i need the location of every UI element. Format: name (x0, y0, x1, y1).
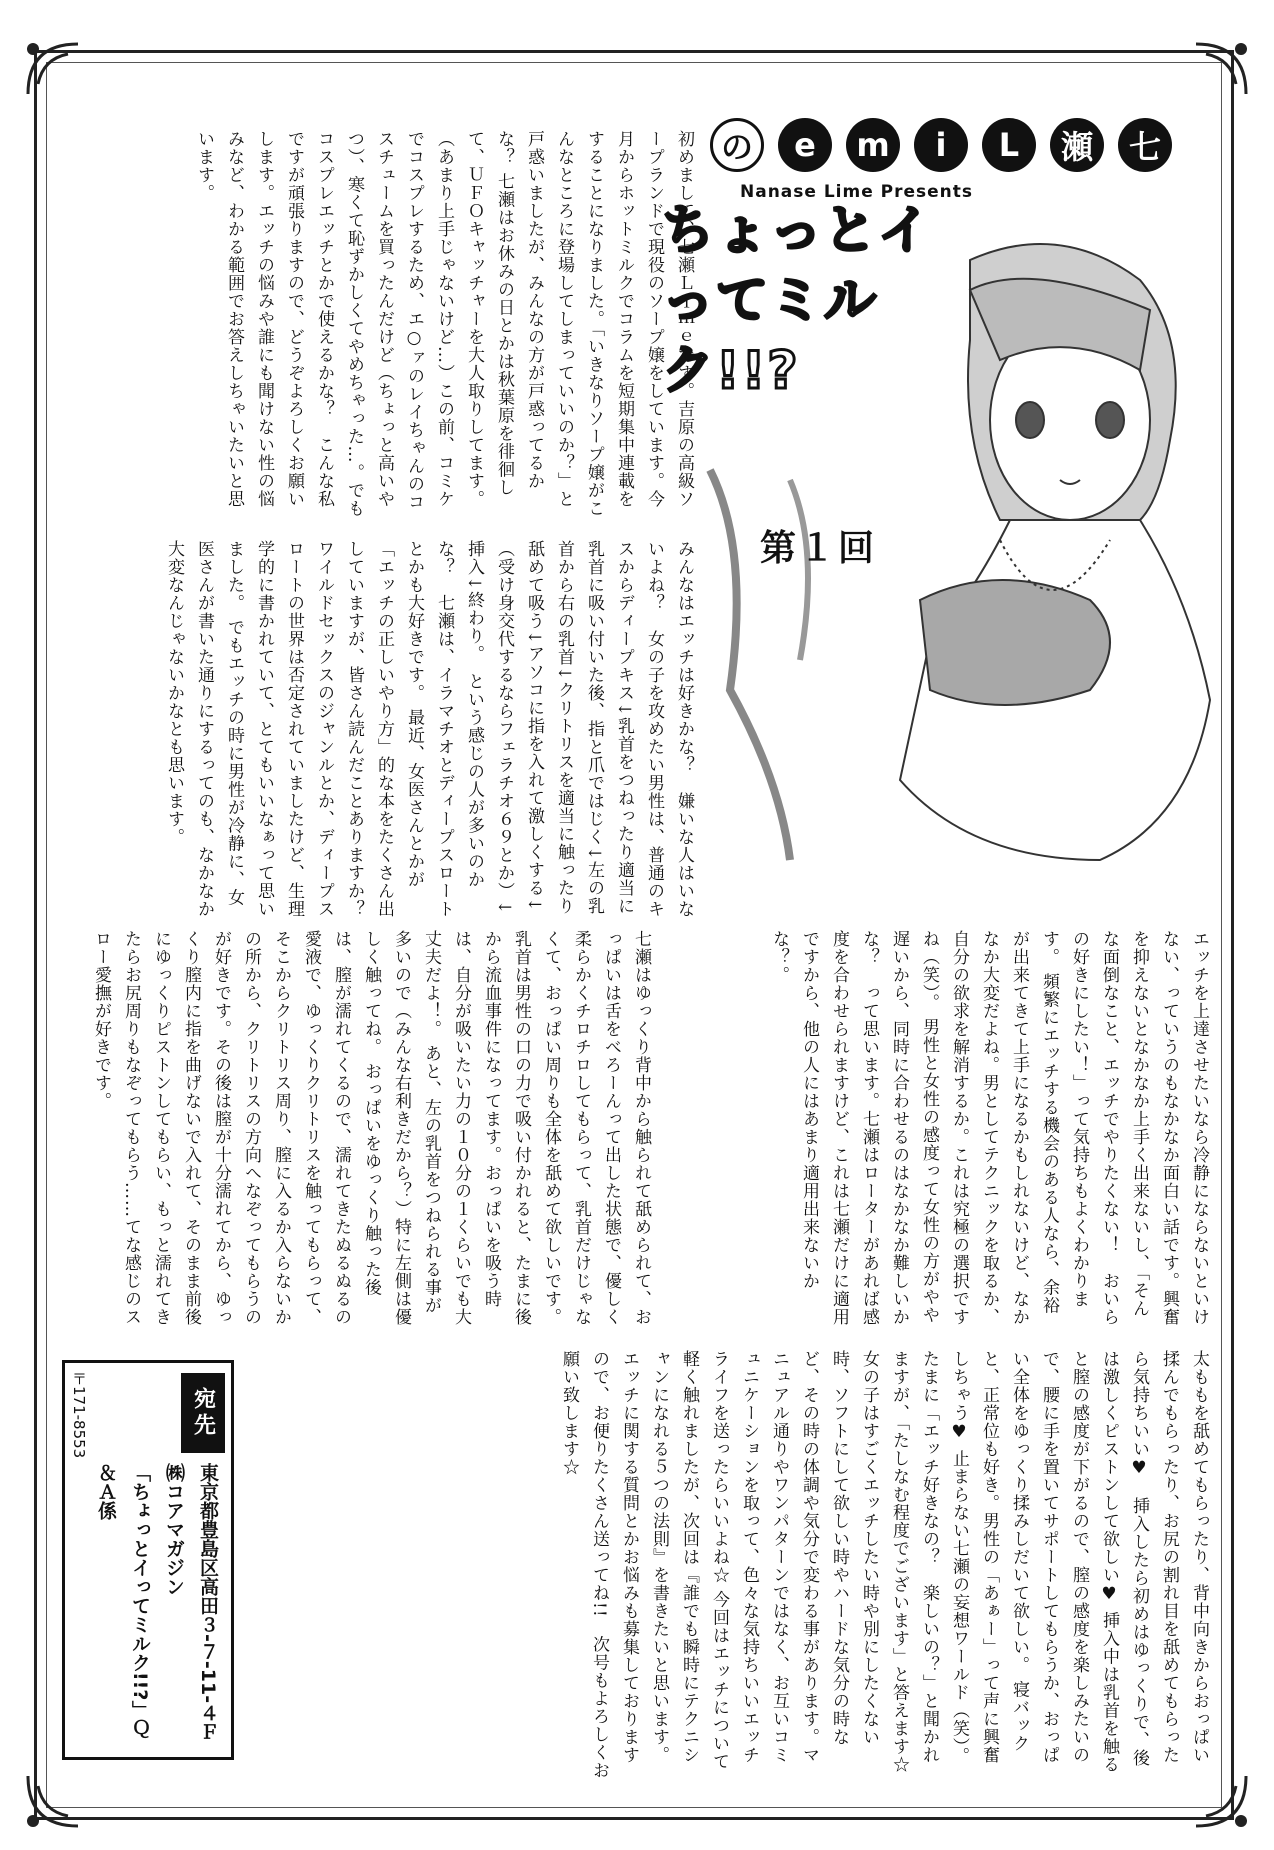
paragraph: 最近、女医さんとかが「エッチの正しいやり方」的な本をたくさん出していますが、皆さん読んだことありますか？ ワイルドセックスのジャンルとか、ディープスロートの世界は否定されていましたけど、生理学的に書かれていて、とてもいいなぁって思いました。 (224, 540, 424, 936)
paragraph: 七瀬はゆっくり背中から触られて舐められて、おっぱいは舌をべろーんって出した状態で、優しく柔らかくチロチロしてもらって、乳首だけじゃなくて、おっぱい周りも全体を舐めて欲しいです。乳首は男性の口の力で吸い付かれると、たまに後から流血事件になってます。おっぱいを吸う時は、自分が吸いたい力の１０分の１くらいでも大丈夫だよ！。 (421, 930, 651, 1326)
series-char: 瀬 (1050, 118, 1104, 172)
paragraph: 太ももを舐めてもらったり、背中向きからおっぱい揉んでもらったり、お尻の割れ目を舐めてもらったら気持ちいい♥ 挿入したら初めはゆっくりで、後は激しくピストンして欲しい♥ (1099, 1350, 1209, 1767)
presents-label: Nanase Lime Presents (740, 182, 974, 202)
address-box (62, 1360, 234, 1760)
series-char: の (710, 118, 764, 172)
paragraph: 止まらない七瀬の妄想ワールド（笑）。たまに「エッチ好きなの？ 楽しいの？」と聞かれますが、「たしなむ程度でございます」と答えます☆ (889, 1350, 969, 1774)
ornament-top-right (1186, 34, 1256, 104)
address-label: 宛先 (181, 1373, 225, 1453)
paragraph: 女の子はすごくエッチしたい時や別にしたくない時、ソフトにして欲しい時やハードな気分の時など、その時の体調や気分で変わる事があります。マニュアル通りやワンパターンではなく、お互いコミュニケーションを取って、色々な気持ちいいエッチライフを送ったらいいよね☆ (709, 1350, 879, 1764)
paragraph: 挿入中は乳首を触ると膣の感度が下がるので、膣の感度を楽しみたいので、腰に手を置いてサポートしてもらうか、おっぱい全体をゆっくり揉みしだいて欲しい。 (1009, 1350, 1119, 1774)
address-line: ㈱コアマガジン (163, 1463, 185, 1596)
column-5 (254, 1350, 1214, 1780)
ornament-top-left (18, 34, 88, 104)
column-2 (159, 540, 699, 936)
column-3 (659, 930, 1214, 1330)
episode-label: 第１回 (760, 527, 878, 569)
series-char: 七 (1118, 118, 1172, 172)
column-1 (159, 130, 699, 525)
logo-text: ちょっとイってミルク!!? (662, 201, 933, 401)
paragraph: みんなはエッチは好きかな？ 嫌いな人はいないよね？ 女の子を攻めたい男性は、普通のキスからディープキス↓乳首をつねったり適当に乳首に吸い付いた後、指と爪ではじく↓左の乳首から右の乳首↓クリトリスを適当に触ったり舐めて吸う↓アソコに指を入れて激しくする↓（受け身交代するならフェラチオ６９とか）↓挿入↓終わり。 という感じの人が多いのかな？ 七瀬は、イラマチオとディープスロートとかも大好きです。 (404, 540, 694, 918)
address-line: 「ちょっとイってミルク!!?」Ｑ＆Ａ係 (95, 1463, 151, 1739)
ornament-bottom-left (18, 1766, 88, 1836)
column-4 (66, 930, 656, 1330)
series-char: e (778, 118, 832, 172)
paragraph: 今回はエッチについて軽く触れましたが、次回は『誰でも瞬時にテクニシャンになれる５つの法則』を書きたいと思います。エッチに関する質問とかお悩みも募集しておりますので、お便りたくさん送ってね!! 次号もよろしくお願い致します☆ (559, 1350, 729, 1780)
series-char: i (914, 118, 968, 172)
paragraph: エッチを上達させたいなら冷静にならないといけない、っていうのもなかなか面白い話です。興奮を抑えないとなかなか上手く出来ないし、「そんな面倒なこと、エッチでやりたくない！ おいらの好きにしたい！」って気持ちもよくわかります。 (1039, 930, 1209, 1326)
paragraph: 頻繁にエッチする機会のある人なら、余裕が出来てきて上手になるかもしれないけど、なかなか大変だよね。男としてテクニックを取るか、自分の欲求を解消するか。これは究極の選択ですね（笑）。 (919, 930, 1059, 1326)
address-lines (65, 1463, 225, 1753)
series-char: L (982, 118, 1036, 172)
paragraph: 七瀬はお休みの日とかは秋葉原を徘徊して、ＵＦＯキャッチャーを大人取りしてます。（あまり上手じゃないけど…）この前、コミケでコスプレするため、エ○ァのレイちゃんのコスチュームを買ったんだけど（ちょっと高いやつ）、寒くて恥ずかしくてやめちゃった…。でもコスプレエッチとかで使えるかな？ こんな私ですが頑張りますので、どうぞよろしくお願いします。エッチの悩みや誰にも聞けない性の悩みなど、わかる範囲でお答えしちゃいたいと思います。 (194, 130, 514, 518)
paragraph: おっぱいをゆっくり触った後は、膣が濡れてくるので、濡れてきたぬるぬるの愛液で、ゆっくりクリトリスを触ってもらって、そこからクリトリス周り、膣に入るか入らないかの所から、クリトリスの方向へなぞってもらうのが好きです。その後は膣が十分濡れてから、ゆっくり膣内に指を曲げないで入れて、そのまま前後にゆっくりピストンしてもらい、もっと濡れてきたらお尻周りもなぞってもらう……てな感じのスロー愛撫が好きです。 (91, 930, 381, 1326)
paragraph: 男性と女性の感度って女性の方がやや遅いから、同時に合わせるのはなかなか難しいかな？ って思います。七瀬はローターがあれば感度を合わせられますけど、これは七瀬だけに適用ですから、他の人にはあまり適用出来ないかな？。 (769, 930, 939, 1326)
logo-title (662, 196, 1022, 516)
paragraph: でもエッチの時に男性が冷静に、女医さんが書いた通りにするってのも、なかなか大変なんじゃないかなとも思います。 (164, 540, 244, 918)
paragraph: あと、左の乳首をつねられる事が多いので（みんな右利きだから？）特に左側は優しく触ってね。 (361, 930, 441, 1326)
address-zip: 〒171-8553 (70, 1371, 88, 1459)
series-title (672, 118, 1172, 174)
paragraph: 初めまして、七瀬Ｌｉｍｅです。吉原の高級ソープランドで現役のソープ嬢をしています。今月からホットミルクでコラムを短期集中連載をすることになりました。「いきなりソープ嬢がこんなところに登場してしまっていいのか？」と戸惑いましたが、みんなの方が戸惑ってるかな？ (494, 130, 694, 518)
paragraph: 寝バックと、正常位も好き。男性の「あぁー」って声に興奮しちゃう♥ (949, 1350, 1029, 1764)
series-char: m (846, 118, 900, 172)
address-line: 東京都豊島区高田３-７-11-４Ｆ (197, 1463, 219, 1742)
